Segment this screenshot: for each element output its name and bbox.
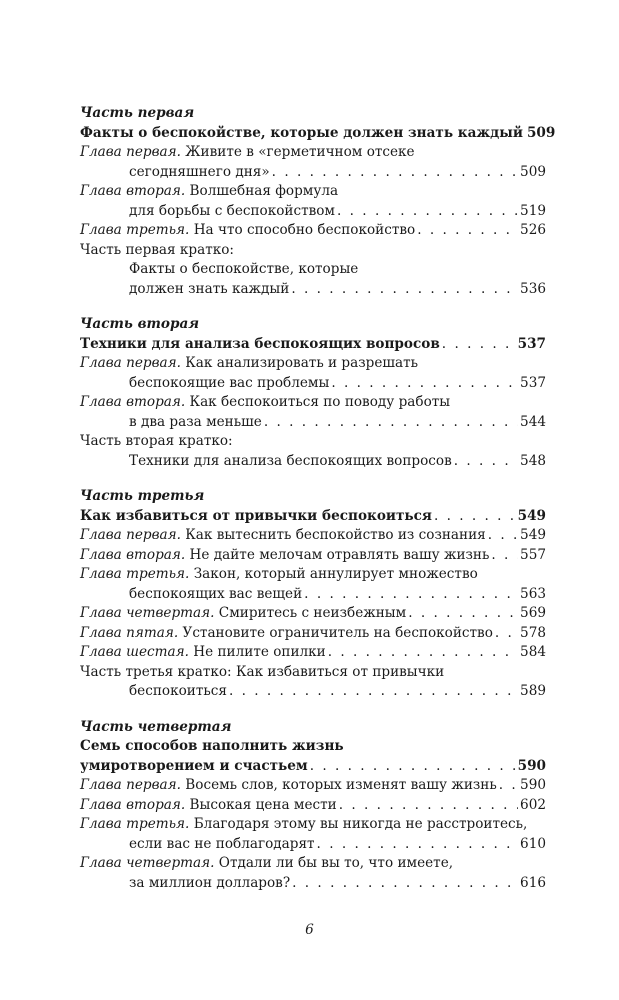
part-title: Факты о беспокойстве, которые должен знать каждый [80, 124, 523, 141]
chapter-title-line: Высокая цена мести [189, 796, 337, 813]
part-label: Часть третья [80, 488, 205, 504]
chapter-label: Глава третья. [80, 816, 190, 832]
chapter-label: Глава третья. [80, 566, 190, 582]
page-number: 578 [520, 624, 546, 641]
leader-dots [491, 546, 518, 566]
chapter-label: Глава третья. [80, 222, 190, 238]
page-number: 509 [526, 124, 556, 141]
part-title-entry[interactable] [80, 335, 546, 355]
part-4 [80, 718, 546, 894]
chapter-title-line: Не пилите опилки [193, 644, 326, 660]
leader-dots [229, 682, 518, 702]
summary-label: Часть первая кратко: [80, 241, 235, 258]
leader-dots [488, 526, 518, 546]
page-number: 526 [520, 222, 546, 238]
part-title-entry[interactable] [80, 124, 556, 144]
chapter-title-line: Отдали ли бы вы то, что имеете, [218, 855, 454, 871]
chapter-label: Глава шестая. [80, 644, 189, 660]
chapter-label: Глава вторая. [80, 796, 186, 813]
page-number: 548 [520, 452, 546, 469]
toc-entry[interactable] [80, 221, 546, 241]
leader-dots [317, 835, 519, 855]
leader-dots [454, 452, 518, 472]
chapter-label: Глава вторая. [80, 183, 186, 199]
toc-entry[interactable] [80, 776, 546, 796]
leader-dots [264, 413, 518, 433]
page-number: 590 [517, 757, 546, 774]
leader-dots [499, 776, 518, 796]
toc-entry[interactable] [80, 565, 546, 604]
toc-entry[interactable] [80, 643, 546, 663]
page-number: 537 [517, 335, 546, 352]
page-number: 563 [520, 585, 546, 602]
summary-label: Часть вторая кратко: [80, 433, 233, 449]
page-number: 519 [520, 202, 546, 219]
chapter-title-line: сегодняшнего дня» [129, 163, 270, 180]
chapter-title-line: если вас не поблагодарят [129, 835, 315, 852]
chapter-title-line: На что способно беспокойство [193, 222, 416, 238]
part-label: Часть четвертая [80, 718, 232, 735]
chapter-label: Глава первая. [80, 527, 181, 543]
page-number: 584 [520, 644, 546, 660]
chapter-label: Глава четвертая. [80, 605, 215, 621]
chapter-title-line: Волшебная формула [189, 183, 339, 199]
page-folio: 6 [305, 922, 314, 938]
leader-dots [310, 757, 516, 777]
page-number: 590 [520, 777, 546, 793]
chapter-title-line: Установите ограничитель на беспокойство [182, 624, 493, 641]
summary-entry[interactable] [80, 663, 546, 702]
toc-entry[interactable] [80, 182, 546, 221]
chapter-title-line: Живите в «герметичном отсеке [185, 144, 415, 160]
part-title: Техники для анализа беспокоящих вопросов [80, 335, 440, 352]
page-number: 536 [520, 280, 546, 297]
summary-title-line: беспокоиться [129, 683, 227, 699]
page-number: 509 [520, 163, 546, 180]
toc-entry[interactable] [80, 854, 546, 893]
page-number: 602 [520, 796, 546, 813]
part-title-entry[interactable] [80, 737, 546, 776]
part-2 [80, 315, 546, 471]
leader-dots [292, 874, 518, 894]
page-number: 589 [520, 683, 546, 699]
toc-entry[interactable] [80, 624, 546, 644]
chapter-title-line: в два раза меньше [129, 413, 262, 430]
leader-dots [339, 796, 518, 816]
chapter-title-line: Благодаря этому вы никогда не расстроитесь, [193, 816, 528, 832]
page-number: 537 [520, 374, 546, 391]
leader-dots [337, 202, 518, 222]
chapter-label: Глава четвертая. [80, 855, 215, 871]
chapter-label: Глава вторая. [80, 394, 186, 410]
chapter-title-line: Как анализировать и разрешать [185, 355, 419, 371]
part-label: Часть вторая [80, 316, 200, 332]
chapter-title-line: Восемь слов, которых изменят вашу жизнь [185, 777, 497, 793]
toc-entry[interactable] [80, 393, 546, 432]
chapter-title-line: беспокоящие вас проблемы [129, 374, 330, 391]
page-number: 549 [517, 507, 546, 524]
chapter-title-line: для борьбы с беспокойством [129, 202, 336, 219]
leader-dots [304, 585, 518, 605]
toc-entry[interactable] [80, 354, 546, 393]
toc-entry[interactable] [80, 546, 546, 566]
leader-dots [408, 604, 518, 624]
leader-dots [331, 374, 518, 394]
summary-title-line: Техники для анализа беспокоящих вопросов [129, 452, 452, 469]
leader-dots [291, 280, 518, 300]
table-of-contents [80, 104, 556, 909]
chapter-label: Глава пятая. [80, 624, 179, 641]
chapter-label: Глава первая. [80, 144, 181, 160]
part-1 [80, 104, 556, 299]
chapter-title-line: беспокоящих вас вещей [129, 585, 303, 602]
leader-dots [434, 507, 516, 527]
chapter-label: Глава вторая. [80, 546, 186, 563]
summary-entry[interactable] [80, 432, 546, 471]
summary-entry[interactable] [80, 241, 546, 300]
page-number: 549 [520, 527, 546, 543]
part-title-entry[interactable] [80, 507, 546, 527]
leader-dots [272, 163, 518, 183]
part-label: Часть первая [80, 105, 195, 121]
chapter-title-line: Как беспокоиться по поводу работы [189, 394, 451, 410]
page-number: 544 [520, 413, 546, 430]
summary-title-line: должен знать каждый [129, 280, 290, 297]
page-number: 610 [520, 835, 546, 852]
leader-dots [328, 643, 518, 663]
leader-dots [495, 624, 518, 644]
chapter-title-line: Закон, который аннулирует множество [193, 566, 478, 582]
leader-dots [442, 335, 516, 355]
page-number: 569 [520, 605, 546, 621]
summary-title-line: Факты о беспокойстве, которые [129, 261, 359, 277]
toc-entry[interactable] [80, 526, 546, 546]
summary-title-line: Часть третья кратко: Как избавиться от привычки [80, 663, 445, 680]
part-title: умиротворением и счастьем [80, 757, 308, 774]
chapter-title-line: за миллион долларов? [129, 874, 291, 891]
part-3 [80, 487, 546, 702]
chapter-title-line: Смиритесь с неизбежным [218, 605, 407, 621]
chapter-title-line: Как вытеснить беспокойство из сознания [185, 527, 486, 543]
toc-entry[interactable] [80, 604, 546, 624]
chapter-label: Глава первая. [80, 777, 181, 793]
page-number: 616 [520, 874, 546, 891]
part-title: Семь способов наполнить жизнь [80, 738, 344, 754]
chapter-title-line: Не дайте мелочам отравлять вашу жизнь [189, 546, 490, 563]
toc-entry[interactable] [80, 143, 546, 182]
page-number: 557 [520, 546, 546, 563]
toc-entry[interactable] [80, 796, 546, 816]
toc-entry[interactable] [80, 815, 546, 854]
leader-dots [417, 221, 518, 241]
part-title: Как избавиться от привычки беспокоиться [80, 507, 432, 524]
chapter-label: Глава первая. [80, 355, 181, 371]
